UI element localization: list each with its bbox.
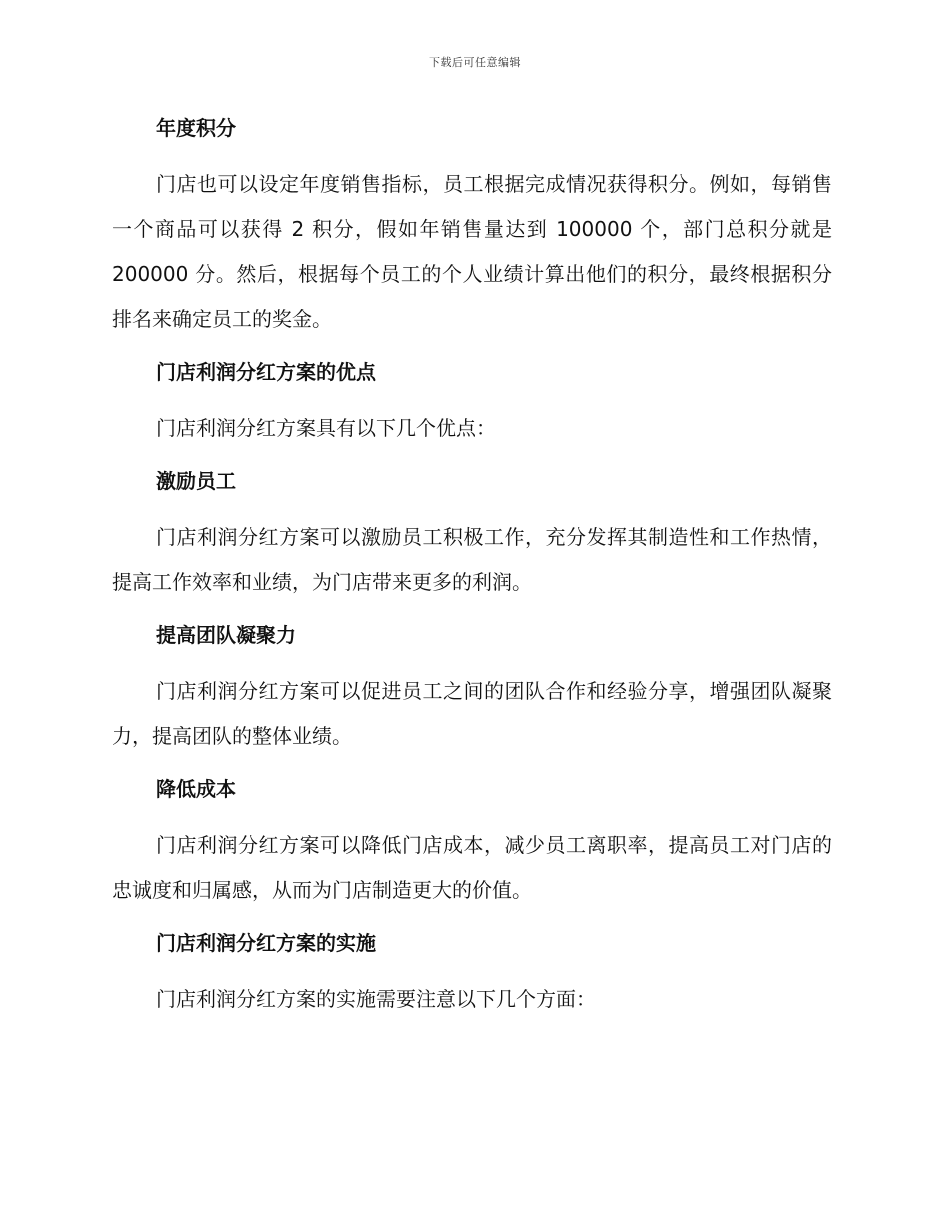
- document-body: [112, 108, 832, 1022]
- section-paragraph: 门店利润分红方案可以促进员工之间的团队合作和经验分享，增强团队凝聚力，提高团队的整体业绩。: [112, 679, 832, 748]
- section-motivate-staff: [112, 461, 832, 605]
- section-heading: 年度积分: [156, 116, 236, 140]
- section-paragraph: 门店利润分红方案具有以下几个优点：: [156, 416, 496, 440]
- section-team-cohesion: [112, 615, 832, 759]
- section-heading: 激励员工: [156, 469, 236, 493]
- section-advantages: [112, 352, 832, 451]
- header-note: 下载后可任意编辑: [429, 56, 521, 69]
- section-heading: 门店利润分红方案的实施: [156, 931, 376, 955]
- section-reduce-cost: [112, 769, 832, 913]
- section-paragraph: 门店利润分红方案的实施需要注意以下几个方面：: [156, 987, 596, 1011]
- section-heading: 提高团队凝聚力: [156, 623, 296, 647]
- section-paragraph: 门店利润分红方案可以降低门店成本，减少员工离职率，提高员工对门店的忠诚度和归属感，从而为门店制造更大的价值。: [112, 833, 832, 902]
- section-heading: 门店利润分红方案的优点: [156, 360, 376, 384]
- section-implementation: [112, 923, 832, 1022]
- section-annual-points: [112, 108, 832, 342]
- section-paragraph: 门店利润分红方案可以激励员工积极工作，充分发挥其制造性和工作热情，提高工作效率和业绩，为门店带来更多的利润。: [112, 525, 832, 594]
- section-paragraph: 门店也可以设定年度销售指标，员工根据完成情况获得积分。例如，每销售一个商品可以获得 2 积分，假如年销售量达到 100000 个，部门总积分就是 200000 分。然后，根据每个员工的个人业绩计算出他们的积分，最终根据积分排名来确定员工的奖金。: [112, 172, 832, 331]
- section-heading: 降低成本: [156, 777, 236, 801]
